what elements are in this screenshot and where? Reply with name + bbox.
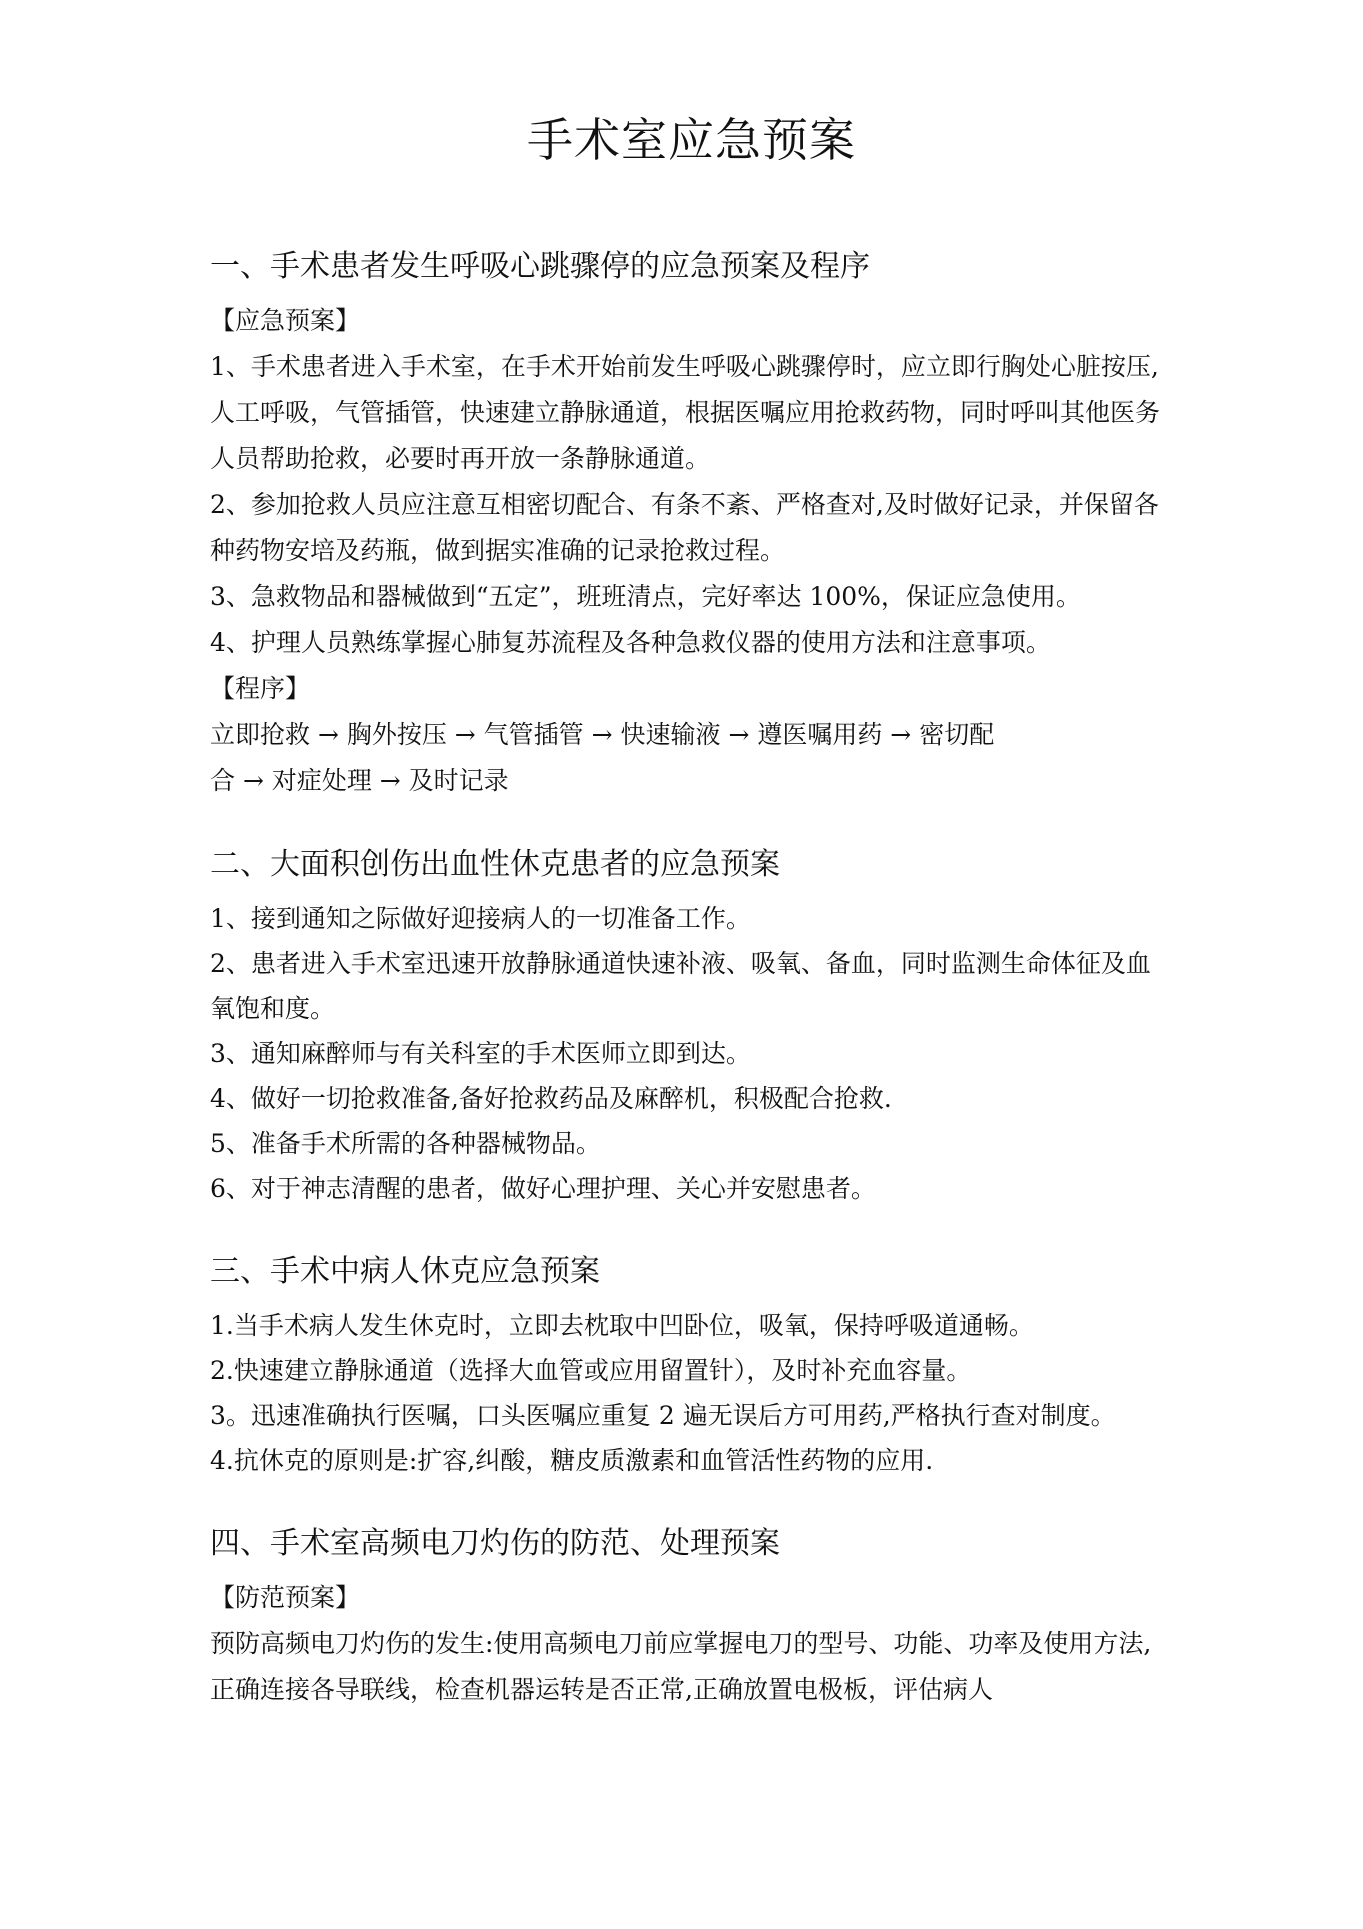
list-item: 1.当手术病人发生休克时，立即去枕取中凹卧位，吸氧，保持呼吸道通畅。 [210, 1311, 1034, 1340]
list-item: 1、接到通知之际做好迎接病人的一切准备工作。 [210, 904, 751, 933]
procedure-line: 合 → 对症处理 → 及时记录 [210, 766, 509, 795]
list-item: 2、参加抢救人员应注意互相密切配合、有条不紊、严格查对,及时做好记录，并保留各种药物安培及药瓶，做到据实准确的记录抢救过程。 [210, 490, 1159, 565]
list-item: 4、护理人员熟练掌握心肺复苏流程及各种急救仪器的使用方法和注意事项。 [210, 628, 1051, 657]
section-intraoperative-shock [210, 1249, 1173, 1483]
section-heading: 三、手术中病人休克应急预案 [210, 1254, 600, 1289]
list-item: 预防高频电刀灼伤的发生:使用高频电刀前应掌握电刀的型号、功能、功率及使用方法,正确连接各导联线，检查机器运转是否正常,正确放置电极板，评估病人 [210, 1629, 1152, 1704]
list-item: 6、对于神志清醒的患者，做好心理护理、关心并安慰患者。 [210, 1174, 876, 1203]
list-item: 3、急救物品和器械做到“五定”，班班清点，完好率达 100%，保证应急使用。 [210, 582, 1081, 611]
section-cardiac-arrest [210, 244, 1173, 804]
list-item: 3、通知麻醉师与有关科室的手术医师立即到达。 [210, 1039, 751, 1068]
section-hemorrhagic-shock [210, 842, 1173, 1211]
list-item: 4、做好一切抢救准备,备好抢救药品及麻醉机，积极配合抢救. [210, 1084, 892, 1113]
document-title: 手术室应急预案 [527, 113, 856, 167]
list-item: 3。迅速准确执行医嘱，口头医嘱应重复 2 遍无误后方可用药,严格执行查对制度。 [210, 1401, 1116, 1430]
section-electrosurgical-burn [210, 1521, 1173, 1713]
plan-label: 【应急预案】 [210, 306, 361, 335]
list-item: 2、患者进入手术室迅速开放静脉通道快速补液、吸氧、备血，同时监测生命体征及血氧饱和度。 [210, 949, 1151, 1023]
procedure-label: 【程序】 [210, 674, 311, 703]
section-heading: 一、手术患者发生呼吸心跳骤停的应急预案及程序 [210, 249, 870, 284]
list-item: 2.快速建立静脉通道（选择大血管或应用留置针），及时补充血容量。 [210, 1356, 972, 1385]
list-item: 5、准备手术所需的各种器械物品。 [210, 1129, 601, 1158]
procedure-line: 立即抢救 → 胸外按压 → 气管插管 → 快速输液 → 遵医嘱用药 → 密切配 [210, 720, 995, 749]
plan-label: 【防范预案】 [210, 1583, 361, 1612]
list-item: 1、手术患者进入手术室，在手术开始前发生呼吸心跳骤停时，应立即行胸处心脏按压,人工呼吸，气管插管，快速建立静脉通道，根据医嘱应用抢救药物，同时呼叫其他医务人员帮助抢救，必要时再开放一条静脉通道。 [210, 352, 1161, 473]
list-item: 4.抗休克的原则是:扩容,纠酸，糖皮质激素和血管活性药物的应用. [210, 1446, 934, 1475]
section-heading: 二、大面积创伤出血性休克患者的应急预案 [210, 847, 780, 882]
section-heading: 四、手术室高频电刀灼伤的防范、处理预案 [210, 1526, 780, 1561]
